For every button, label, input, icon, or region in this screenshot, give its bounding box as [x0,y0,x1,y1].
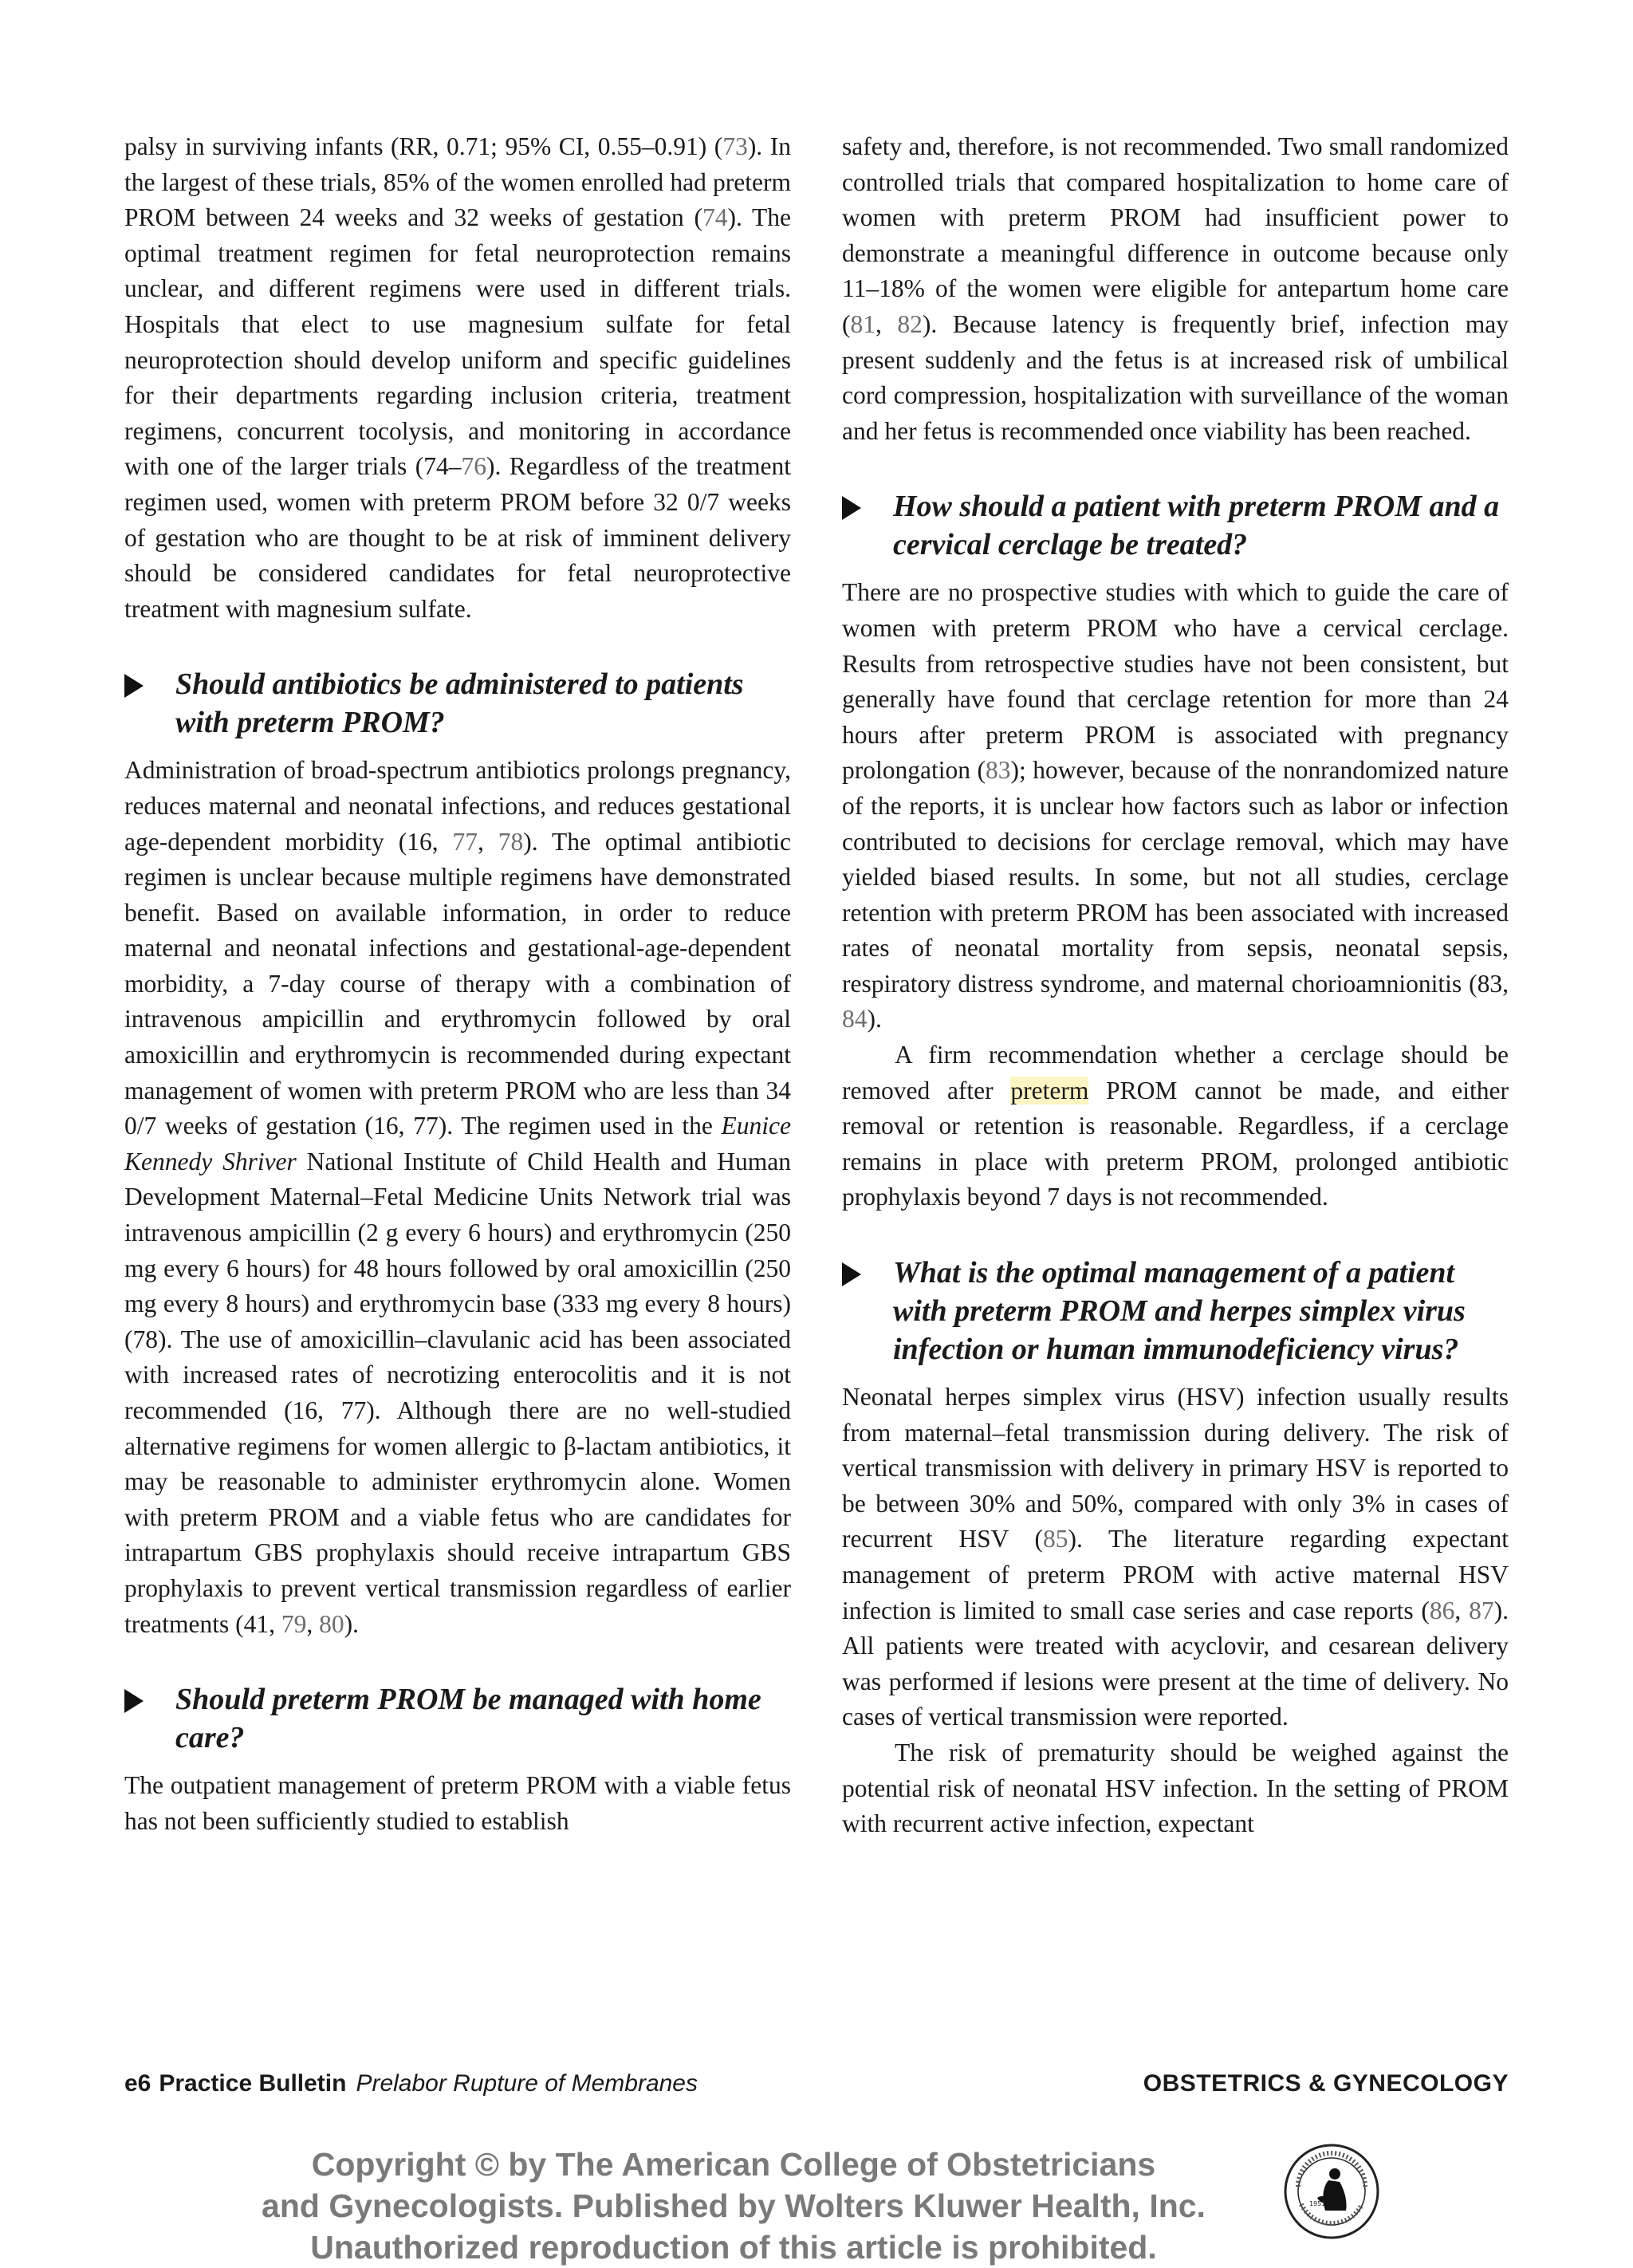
paragraph-outpatient [124,1768,791,1839]
highlighted-text: preterm [1010,1076,1089,1104]
reference-link[interactable]: 73 [722,132,748,160]
paragraph-cerclage-studies [842,575,1509,1038]
reference-link[interactable]: 74 [702,203,728,232]
publication-name: Practice Bulletin [159,2070,347,2097]
question-text: Should antibiotics be administered to patients with preterm PROM? [175,667,744,740]
triangle-bullet-icon [842,496,861,520]
question-text: What is the optimal management of a patient with preterm PROM and herpes simplex virus infection or human immunodeficiency virus? [893,1256,1466,1367]
text-segment: safety and, therefore, is not recommended. Two small randomized controlled trials that compared hospitalization to home care of women with preterm PROM had insufficient power to demonstrate a meaningful difference in outcome because only 11–18% of the women were eligible for antepartum home care ( [842,132,1509,338]
reference-link[interactable]: 77 [452,827,478,856]
copyright-line-3: Unauthorized reproduction of this article is prohibited. [310,2229,1157,2266]
text-segment: Neonatal herpes simplex virus (HSV) infection usually results from maternal–fetal transmission during delivery. The risk of vertical transmission with delivery in primary HSV is reported to be between 30% and 50%, compared with only 3% in cases of recurrent HSV ( [842,1383,1509,1553]
text-segment: ). The literature regarding expectant management of preterm PROM with active maternal HSV infection is limited to small case series and case reports ( [842,1525,1509,1624]
text-segment: The risk of prematurity should be weighed against the potential risk of neonatal HSV infection. In the setting of PROM with recurrent active infection, expectant [842,1738,1509,1838]
copyright-line-2: and Gynecologists. Published by Wolters Kluwer Health, Inc. [262,2187,1206,2224]
right-column [842,129,1509,1842]
svg-text:1951: 1951 [1309,2200,1326,2207]
text-segment: ). All patients were treated with acyclovir, and cesarean delivery was performed if lesions were present at the time of delivery. No cases of vertical transmission were reported. [842,1596,1509,1731]
text-segment: ). The optimal antibiotic regimen is unclear because multiple regimens have demonstrated benefit. Based on available information, in order to reduce maternal and neonatal infections and gestational-age-dependent morbidity, a 7-day course of therapy with a combination of intravenous ampicillin and erythromycin followed by oral amoxicillin and erythromycin is recommended during expectant management of women with preterm PROM who are less than 34 0/7 weeks of gestation (16, 77). The regimen used in the [124,827,792,1140]
triangle-bullet-icon [124,1689,144,1713]
paragraph-home-care-trials [842,129,1509,449]
page-number: e6 [124,2070,151,2097]
text-segment: National Institute of Child Health and Human Development Maternal–Fetal Medicine Units Network trial was intravenous ampicillin (2 g every 6 hours) and erythromycin (250 mg every 6 hours) for 48 hours followed by oral amoxicillin (250 mg every 8 hours) and erythromycin base (333 mg every 8 hours) (78). The use of amoxicillin–clavulanic acid has been associated with increased rates of necrotizing enterocolitis and it is not recommended (16, 77). Although there are no well-studied alternative regimens for women allergic to β-lactam antibiotics, it may be reasonable to administer erythromycin alone. Women with preterm PROM and a viable fetus who are candidates for intrapartum GBS prophylaxis should receive intrapartum GBS prophylaxis to prevent vertical transmission regardless of earlier treatments (41, [124,1147,792,1638]
reference-link[interactable]: 81 [850,309,876,338]
paragraph-neuroprotection [124,129,791,627]
question-text: Should preterm PROM be managed with home care? [175,1683,761,1755]
reference-link[interactable]: 87 [1469,1596,1494,1624]
text-segment: , [876,309,898,338]
reference-link[interactable]: 80 [319,1609,344,1638]
copyright-notice [199,2144,1268,2268]
left-column [124,129,791,1839]
reference-link[interactable]: 79 [281,1609,307,1638]
triangle-bullet-icon [124,674,144,698]
page-footer [124,2070,1509,2107]
text-segment: Administration of broad-spectrum antibiotics prolongs pregnancy, reduces maternal and neonatal infections, and reduces gestational age-dependent morbidity (16, [124,756,791,856]
italic-text: Eunice Kennedy Shriver [124,1112,791,1175]
text-segment: , [478,827,498,856]
question-heading-hsv-hiv [842,1254,1509,1368]
text-segment: There are no prospective studies with which to guide the care of women with preterm PROM who have a cervical cerclage. Results from retrospective studies have not been consistent, but generally have found that cerclage retention for more than 24 hours after preterm PROM is associated with pregnancy prolongation ( [842,578,1509,785]
text-segment: ). Because latency is frequently brief, infection may present suddenly and the fetus is at increased risk of umbilical cord compression, hospitalization with surveillance of the woman and her fetus is recommended once viability has been reached. [842,309,1509,445]
paragraph-antibiotics [124,753,791,1642]
reference-link[interactable]: 83 [986,756,1011,785]
question-heading-antibiotics [124,665,791,742]
text-segment: PROM cannot be made, and either removal or retention is reasonable. Regardless, if a cerclage remains in place with preterm PROM, prolonged antibiotic prophylaxis beyond 7 days is not recommended. [842,1076,1509,1211]
text-segment: palsy in surviving infants (RR, 0.71; 95% CI, 0.55–0.91) ( [124,132,723,160]
acog-seal-icon [1282,2142,1381,2241]
text-segment: ); however, because of the nonrandomized nature of the reports, it is unclear how factors such as labor or infection contributed to decisions for cerclage removal, which may have yielded biased results. In some, but not all studies, cerclage retention with preterm PROM has been associated with increased rates of neonatal mortality from sepsis, neonatal sepsis, respiratory distress syndrome, and maternal chorioamnionitis (83, [842,756,1509,998]
question-heading-cerclage [842,487,1509,564]
text-segment: ). The optimal treatment regimen for fetal neuroprotection remains unclear, and different regimens were used in different trials. Hospitals that elect to use magnesium sulfate for fetal neuroprotection should develop uniform and specific guidelines for their departments regarding inclusion criteria, treatment regimens, concurrent tocolysis, and monitoring in accordance with one of the larger trials (74– [124,203,791,481]
reference-link[interactable]: 82 [897,309,923,338]
text-segment: , [1454,1596,1470,1624]
text-segment: ). Regardless of the treatment regimen used, women with preterm PROM before 32 0/7 weeks of gestation who are thought to be at risk of imminent delivery should be considered candidates for fetal neuroprotective treatment with magnesium sulfate. [124,452,791,623]
question-heading-home-care [124,1680,791,1757]
text-segment: ). [867,1005,882,1034]
triangle-bullet-icon [842,1262,861,1286]
text-segment: ). In the largest of these trials, 85% of the women enrolled had preterm PROM between 24 weeks and 32 weeks of gestation ( [124,132,791,232]
reference-link[interactable]: 84 [842,1005,868,1034]
reference-link[interactable]: 86 [1429,1596,1455,1624]
text-segment: The outpatient management of preterm PROM with a viable fetus has not been sufficiently studied to establish [124,1771,791,1835]
question-text: How should a patient with preterm PROM and a cervical cerclage be treated? [893,490,1500,562]
paragraph-hsv-transmission [842,1380,1509,1735]
reference-link[interactable]: 85 [1042,1525,1068,1553]
paragraph-cerclage-recommendation [842,1038,1509,1215]
paragraph-prematurity-risk [842,1735,1509,1842]
text-segment: A firm recommendation whether a cerclage should be removed after [842,1041,1509,1104]
reference-link[interactable]: 78 [498,827,524,856]
text-segment: ). [344,1609,359,1638]
text-segment: , [306,1609,320,1638]
journal-name: OBSTETRICS & GYNECOLOGY [1143,2070,1509,2097]
reference-link[interactable]: 76 [461,452,486,481]
article-title: Prelabor Rupture of Membranes [356,2070,698,2097]
copyright-line-1: Copyright © by The American College of Obstetricians [311,2146,1156,2183]
